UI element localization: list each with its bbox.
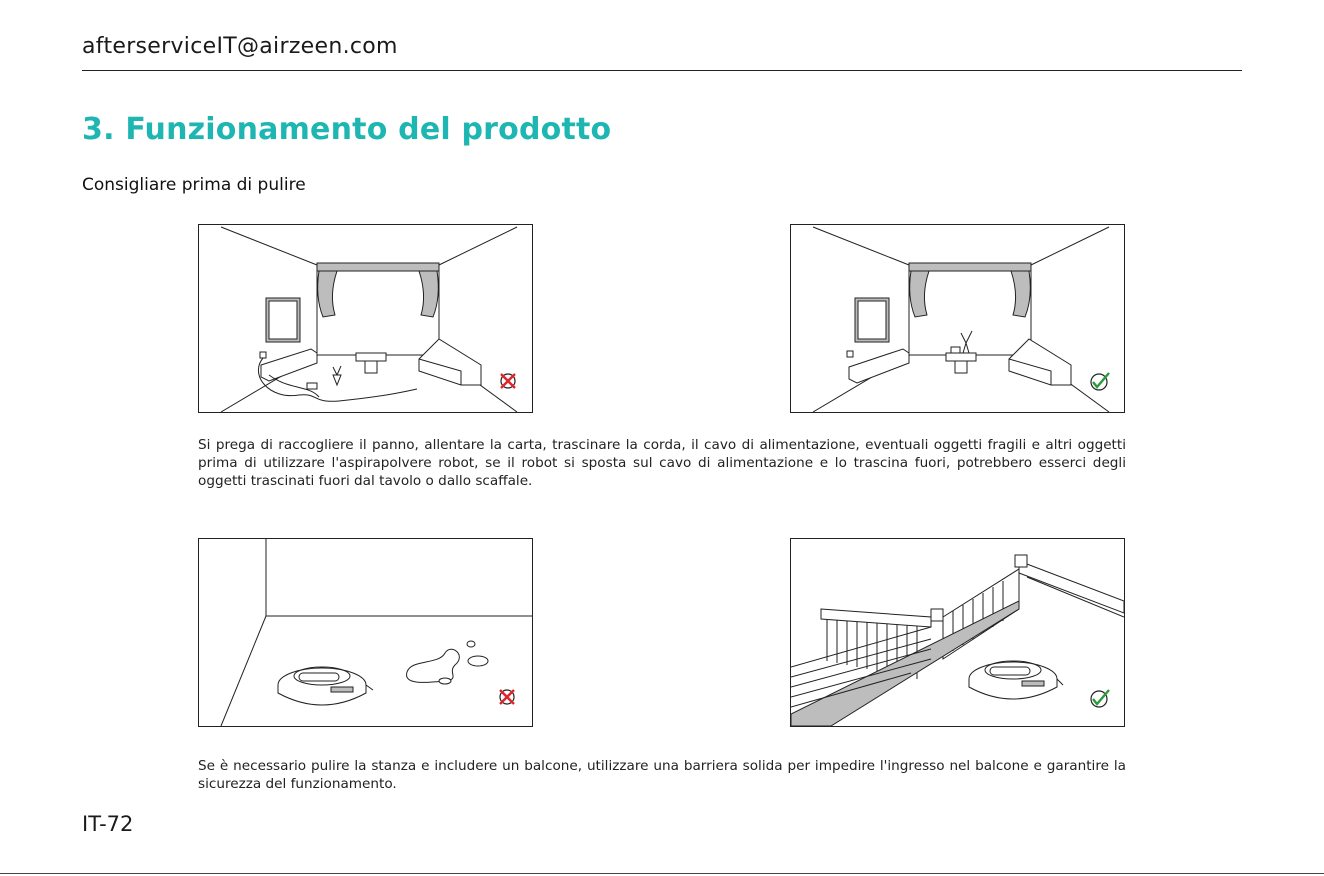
- wrong-icon: [501, 374, 515, 388]
- illustration-robot-near-liquid: [198, 538, 533, 727]
- section-subtitle: Consigliare prima di pulire: [82, 175, 306, 195]
- header-divider: [82, 70, 1242, 71]
- correct-icon: [1091, 690, 1109, 707]
- illustration-robot-with-balcony-barrier: [790, 538, 1125, 727]
- illustration-room-with-cables: [198, 224, 533, 413]
- robot-liquid-drawing: [199, 539, 532, 726]
- instruction-paragraph-clear-floor: Si prega di raccogliere il panno, allentare la carta, trascinare la corda, il cavo di alimentazione, eventuali oggetti fragili e altri oggetti prima di utilizzare l'aspirapolvere robot, se il robot si sposta sul cavo di alimentazione e lo trascina fuori, potrebbero esserci degli oggetti trascinati fuori dal tavolo o dallo scaffale.: [198, 437, 1126, 489]
- support-email: afterserviceIT@airzeen.com: [82, 34, 398, 59]
- footer-divider: [0, 873, 1324, 874]
- wrong-icon: [500, 690, 514, 704]
- robot-balcony-drawing: [791, 539, 1124, 726]
- room-cables-drawing: [199, 225, 532, 412]
- section-title: 3. Funzionamento del prodotto: [82, 112, 612, 147]
- correct-icon: [1091, 373, 1109, 390]
- page-number: IT-72: [82, 812, 134, 836]
- illustration-room-tidy: [790, 224, 1125, 413]
- room-tidy-drawing: [791, 225, 1124, 412]
- instruction-paragraph-balcony: Se è necessario pulire la stanza e includere un balcone, utilizzare una barriera solida per impedire l'ingresso nel balcone e garantire la sicurezza del funzionamento.: [198, 758, 1126, 792]
